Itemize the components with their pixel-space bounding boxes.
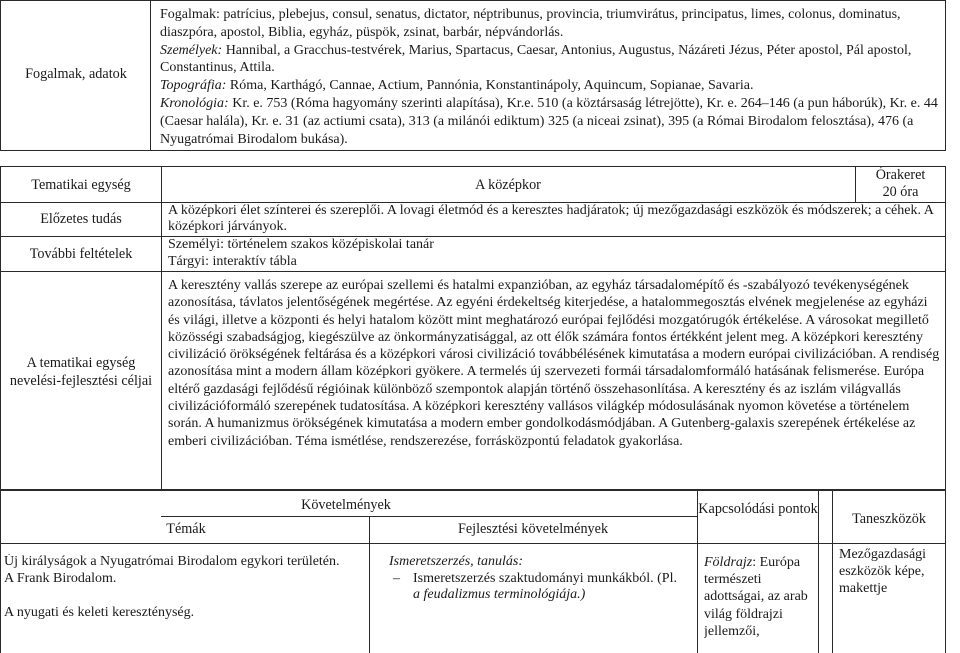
concepts-label: Fogalmak, adatok <box>25 66 127 82</box>
kovetelmenyek-label: Követelmények <box>301 497 391 513</box>
fejl-list-item <box>389 571 695 604</box>
fogalmak-paragraph <box>160 6 940 42</box>
kapcsolodasi-label: Kapcsolódási pontok <box>698 501 818 517</box>
fejl-dash: – <box>393 570 400 586</box>
req-header-line <box>0 543 946 544</box>
tematikai-label: Tematikai egység <box>31 177 131 193</box>
topografia-paragraph <box>160 77 940 95</box>
elozetes-label: Előzetes tudás <box>40 211 122 227</box>
orakeret-value: 20 óra <box>882 184 919 200</box>
topografia-label: Topográfia: <box>160 78 227 94</box>
kronologia-text: Kr. e. 753 (Róma hagyomány szerinti alapítása), Kr.e. 510 (a köztársaság létrejötte), Kr. e. 264–146 (a pun háborúk), Kr. e. 44 (Caesar halála), Kr. e. 31 (az actiumi csata), 313 (a milánói ediktum) 325 (a niceai zsinat), 395 (a Római Birodalom felosztása), 476 (a Nyugatrómai Birodalom bukása). <box>160 95 938 147</box>
taneszkozok-label: Taneszközök <box>852 511 926 527</box>
unit-divider-vertical <box>161 166 162 490</box>
taneszkozok-content: Mezőgazdasági eszközök képe, makettje <box>839 547 927 597</box>
kapcs-subject: Földrajz <box>704 555 753 570</box>
celjai-label: A tematikai egység nevelési-fejlesztési céljai <box>9 355 153 389</box>
fogalmak-text: patrícius, plebejus, consul, senatus, dictator, néptribunus, provincia, triumvirátus, principatus, limes, colonus, dominatus, diaszpóra, apostol, Biblia, egyház, püspök, zsinat, barbár, népvándorlás. <box>160 7 901 40</box>
topografia-text: Róma, Karthágó, Cannae, Actium, Pannónia, Konstantinápoly, Aquincum, Sopianae, Savaria. <box>229 78 754 94</box>
temak-item-3: A nyugati és keleti kereszténység. <box>4 605 195 621</box>
tovabbi-personal: Személyi: történelem szakos középiskolai tanár <box>168 237 434 252</box>
concepts-divider <box>150 0 151 151</box>
temak-item-1: Új királyságok a Nyugatrómai Birodalom egykori területén. <box>4 554 340 569</box>
fogalmak-label: Fogalmak: <box>160 7 220 22</box>
temak-item-2: A Frank Birodalom. <box>4 570 117 586</box>
temak-content <box>4 554 368 622</box>
szemelyek-paragraph <box>160 42 940 78</box>
temak-label: Témák <box>166 521 206 537</box>
req-divider-3 <box>818 490 819 653</box>
unit-row-line-3 <box>0 271 946 272</box>
fejl-header: Ismeretszerzés, tanulás: <box>389 554 524 569</box>
kapcsolodasi-content <box>704 554 816 640</box>
unit-title: A középkor <box>475 177 541 193</box>
szemelyek-text: Hannibal, a Gracchus-testvérek, Marius, Spartacus, Caesar, Antonius, Augustus, Názáreti Jézus, Péter apostol, Pál apostol, Constantinus, Attila. <box>160 42 912 76</box>
fejlesztesi-label: Fejlesztési követelmények <box>457 521 609 537</box>
tovabbi-material: Tárgyi: interaktív tábla <box>168 253 297 269</box>
kapcs-text: : Európa természeti adottságai, az arab világ földrajzi jellemzői, <box>704 555 808 639</box>
tovabbi-label: További feltételek <box>29 246 133 262</box>
concepts-content <box>160 6 940 148</box>
kronologia-label: Kronológia: <box>160 95 229 111</box>
tovabbi-text <box>168 237 940 270</box>
fejlesztesi-content <box>389 554 695 604</box>
szemelyek-label: Személyek: <box>160 42 223 58</box>
orakeret-label: Órakeret <box>875 167 926 183</box>
req-subheader-line <box>161 516 697 517</box>
celjai-text: A keresztény vallás szerepe az európai szellemi és hatalmi expanzióban, az egyház társadalomépítő és -szabályozó tevékenységének azonosítása, távlatos jelentőségének megértése. Az egyéni érdekeltség kiterjedése, a hatalommegosztás elvének megjelenése az egyházi és világi, illetve a központi és helyi hatalom között mint meghatározó európai fejlődési mozgatórugók értékelése. A városokat megillető közösségi szabadságjog, kiegészülve az önkormányzatisággal, az ott élők számára fontos értékként jelent meg. A középkori keresztény civilizáció örökségének feltárása és a középkori városi civilizáció továbbélésének kimutatása a modern európai civilizációban. A rendiség azonosítása mint a modern állam középkori gyökere. A termelés új szervezeti formái társadalomformáló hatásának felismerése. Európa eltérő gazdasági fejlődésű régióinak különböző szempontok alapján történő összehasonlítása. A keresztény és az iszlám világvallás civilizációformáló szerepének tudatosítása. A középkori keresztény vallásos világkép módosulásának nyomon követése a történelem során. A humanizmus örökségének kimutatása a modern ember gondolkodásmódjában. A Gutenberg-galaxis szerepének értékelése az emberi civilizációban. Téma ismétlése, rendszerezése, forrásközpontú feladatok gyakorlása. <box>168 278 940 449</box>
kronologia-paragraph <box>160 95 940 148</box>
elozetes-text: A középkori élet színterei és szereplői. A lovagi életmód és a keresztes hadjáratok; új mezőgazdasági eszközök és módszerek; a céhek. A középkori járványok. <box>168 203 934 235</box>
fejl-item-text: Ismeretszerzés szaktudományi munkákból. (Pl. a feudalizmus terminológiája.) <box>413 570 677 603</box>
